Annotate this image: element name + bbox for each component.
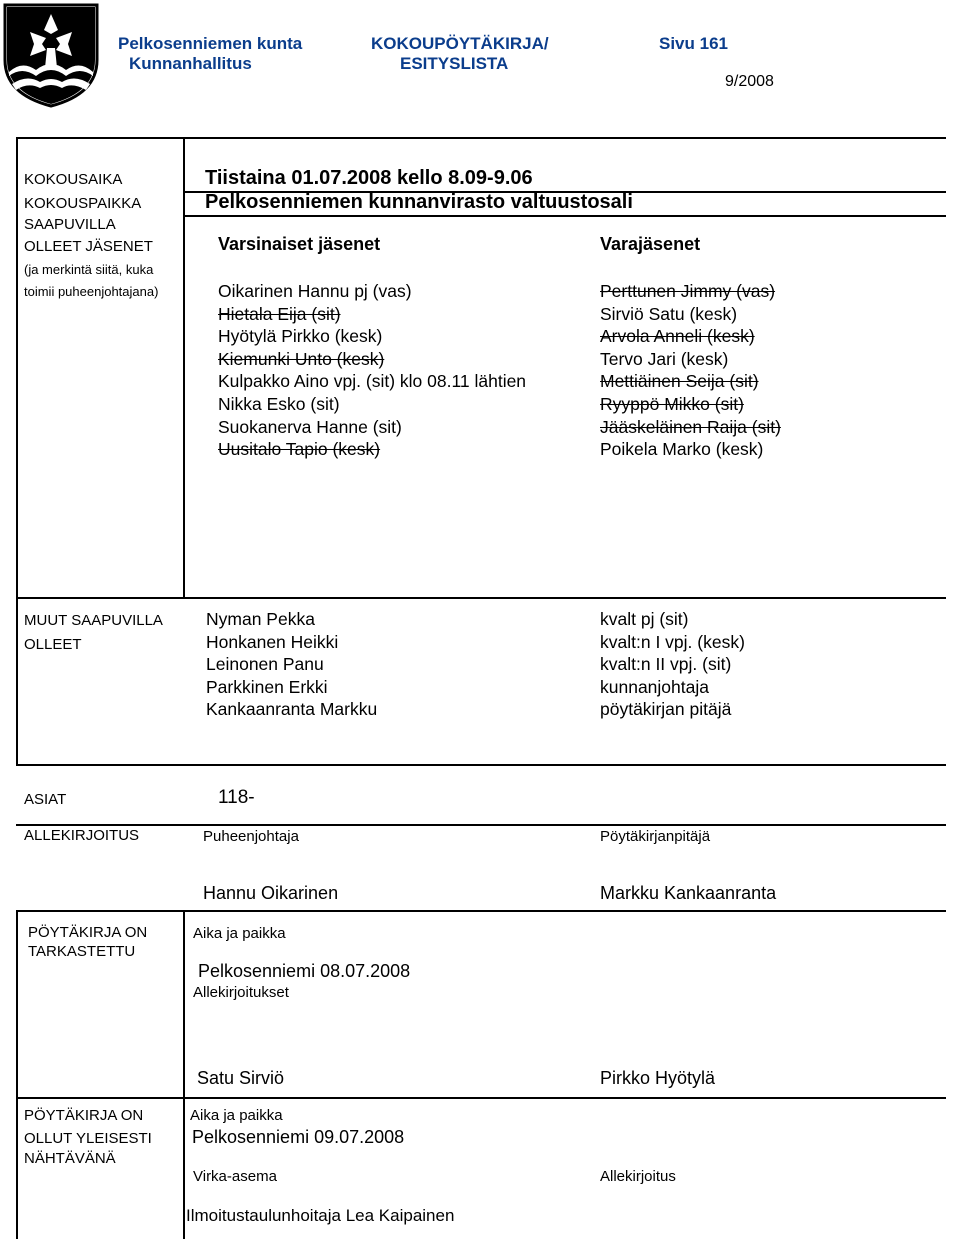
doc-type-line1: KOKOUPÖYTÄKIRJA/ [371, 34, 549, 53]
member-name: Suokanerva Hanne (sit) [218, 416, 402, 437]
deputy-name: Poikela Marko (kesk) [600, 439, 764, 460]
page-number: Sivu 161 [659, 34, 728, 53]
meeting-place-value: Pelkosenniemen kunnanvirasto valtuustosali [205, 191, 633, 213]
other-person-name: Nyman Pekka [206, 609, 315, 629]
member-name: Nikka Esko (sit) [218, 393, 340, 414]
member-name: Oikarinen Hannu pj (vas) [218, 281, 412, 301]
checked-signatures-label: Allekirjoitukset [193, 984, 289, 1001]
public-label-line2: OLLUT YLEISESTI [24, 1130, 152, 1147]
issue-number: 9/2008 [725, 73, 774, 90]
rule-mid-upper [183, 137, 185, 597]
rule-after-others [16, 764, 946, 766]
deputy-name: Arvola Anneli (kesk) [600, 326, 755, 347]
checked-signer-1: Satu Sirviö [197, 1068, 285, 1088]
public-time-place-value: Pelkosenniemi 09.07.2008 [192, 1127, 405, 1147]
rule-after-place [183, 215, 946, 217]
deputy-name: Mettiäinen Seija (sit) [600, 371, 759, 392]
attendees-label-line2: OLLEET JÄSENET [24, 238, 153, 255]
rule-before-checked [16, 910, 946, 912]
public-official: Ilmoitustaulunhoitaja Lea Kaipainen [186, 1206, 455, 1225]
chair-name: Hannu Oikarinen [203, 883, 339, 903]
deputy-name: Jääskeläinen Raija (sit) [600, 416, 781, 437]
rule-before-others [16, 597, 946, 599]
attendees-note-line2: toimii puheenjohtajana) [24, 284, 159, 299]
attendees-note-line1: (ja merkintä siitä, kuka [24, 262, 154, 277]
rule-before-public [16, 1097, 946, 1099]
others-roles [600, 608, 745, 721]
public-signature-label: Allekirjoitus [600, 1168, 676, 1185]
member-name: Kiemunki Unto (kesk) [218, 348, 385, 369]
rule-left-upper [16, 137, 18, 764]
checked-signer-2: Pirkko Hyötylä [600, 1068, 716, 1088]
meeting-time-label: KOKOUSAIKA [24, 171, 123, 188]
others-label-line1: MUUT SAAPUVILLA [24, 612, 163, 629]
members-list [218, 280, 526, 461]
rule-mid-lower [183, 910, 185, 1239]
others-names [206, 608, 377, 721]
other-person-name: Honkanen Heikki [206, 631, 339, 652]
org-body: Kunnanhallitus [129, 54, 252, 73]
other-person-name: Leinonen Panu [206, 654, 324, 675]
public-label-line3: NÄHTÄVÄNÄ [24, 1150, 116, 1167]
municipal-crest [2, 2, 100, 108]
signature-label: ALLEKIRJOITUS [24, 827, 140, 844]
chair-title: Puheenjohtaja [203, 828, 299, 845]
other-person-role: kvalt:n I vpj. (kesk) [600, 631, 745, 652]
other-person-name: Kankaanranta Markku [206, 699, 378, 720]
doc-type-line2: ESITYSLISTA [400, 54, 509, 73]
member-name: Uusitalo Tapio (kesk) [218, 439, 381, 460]
member-name: Hietala Eija (sit) [218, 303, 341, 324]
public-time-place-label: Aika ja paikka [190, 1107, 283, 1124]
others-label-line2: OLLEET [24, 636, 82, 653]
matters-value: 118- [218, 787, 255, 808]
other-person-role: kvalt pj (sit) [600, 609, 689, 629]
rule-after-matters [16, 824, 946, 826]
deputy-name: Sirviö Satu (kesk) [600, 303, 738, 324]
meeting-time-value: Tiistaina 01.07.2008 kello 8.09-9.06 [205, 167, 533, 189]
secretary-name: Markku Kankaanranta [600, 883, 777, 903]
org-name: Pelkosenniemen kunta [118, 34, 303, 53]
checked-time-place-label: Aika ja paikka [193, 925, 286, 942]
public-position-label: Virka-asema [193, 1168, 277, 1185]
checked-time-place-value: Pelkosenniemi 08.07.2008 [198, 961, 411, 981]
meeting-place-label: KOKOUSPAIKKA [24, 195, 142, 212]
checked-label-line2: TARKASTETTU [28, 943, 136, 960]
other-person-role: pöytäkirjan pitäjä [600, 699, 732, 720]
members-heading: Varsinaiset jäsenet [218, 234, 381, 254]
other-person-name: Parkkinen Erkki [206, 676, 328, 697]
member-name: Kulpakko Aino vpj. (sit) klo 08.11 lähtien [218, 371, 527, 392]
secretary-title: Pöytäkirjanpitäjä [600, 828, 711, 845]
other-person-role: kunnanjohtaja [600, 676, 709, 697]
deputy-name: Tervo Jari (kesk) [600, 348, 729, 369]
rule-left-lower [16, 910, 18, 1239]
deputy-name: Perttunen Jimmy (vas) [600, 281, 776, 301]
attendees-label-line1: SAAPUVILLA [24, 216, 116, 233]
matters-label: ASIAT [24, 791, 67, 808]
rule-top [16, 137, 946, 139]
deputies-list [600, 280, 781, 461]
deputies-heading: Varajäsenet [600, 234, 701, 254]
public-label-line1: PÖYTÄKIRJA ON [24, 1107, 144, 1124]
member-name: Hyötylä Pirkko (kesk) [218, 326, 383, 347]
deputy-name: Ryyppö Mikko (sit) [600, 393, 744, 414]
other-person-role: kvalt:n II vpj. (sit) [600, 654, 732, 675]
checked-label-line1: PÖYTÄKIRJA ON [28, 924, 148, 941]
